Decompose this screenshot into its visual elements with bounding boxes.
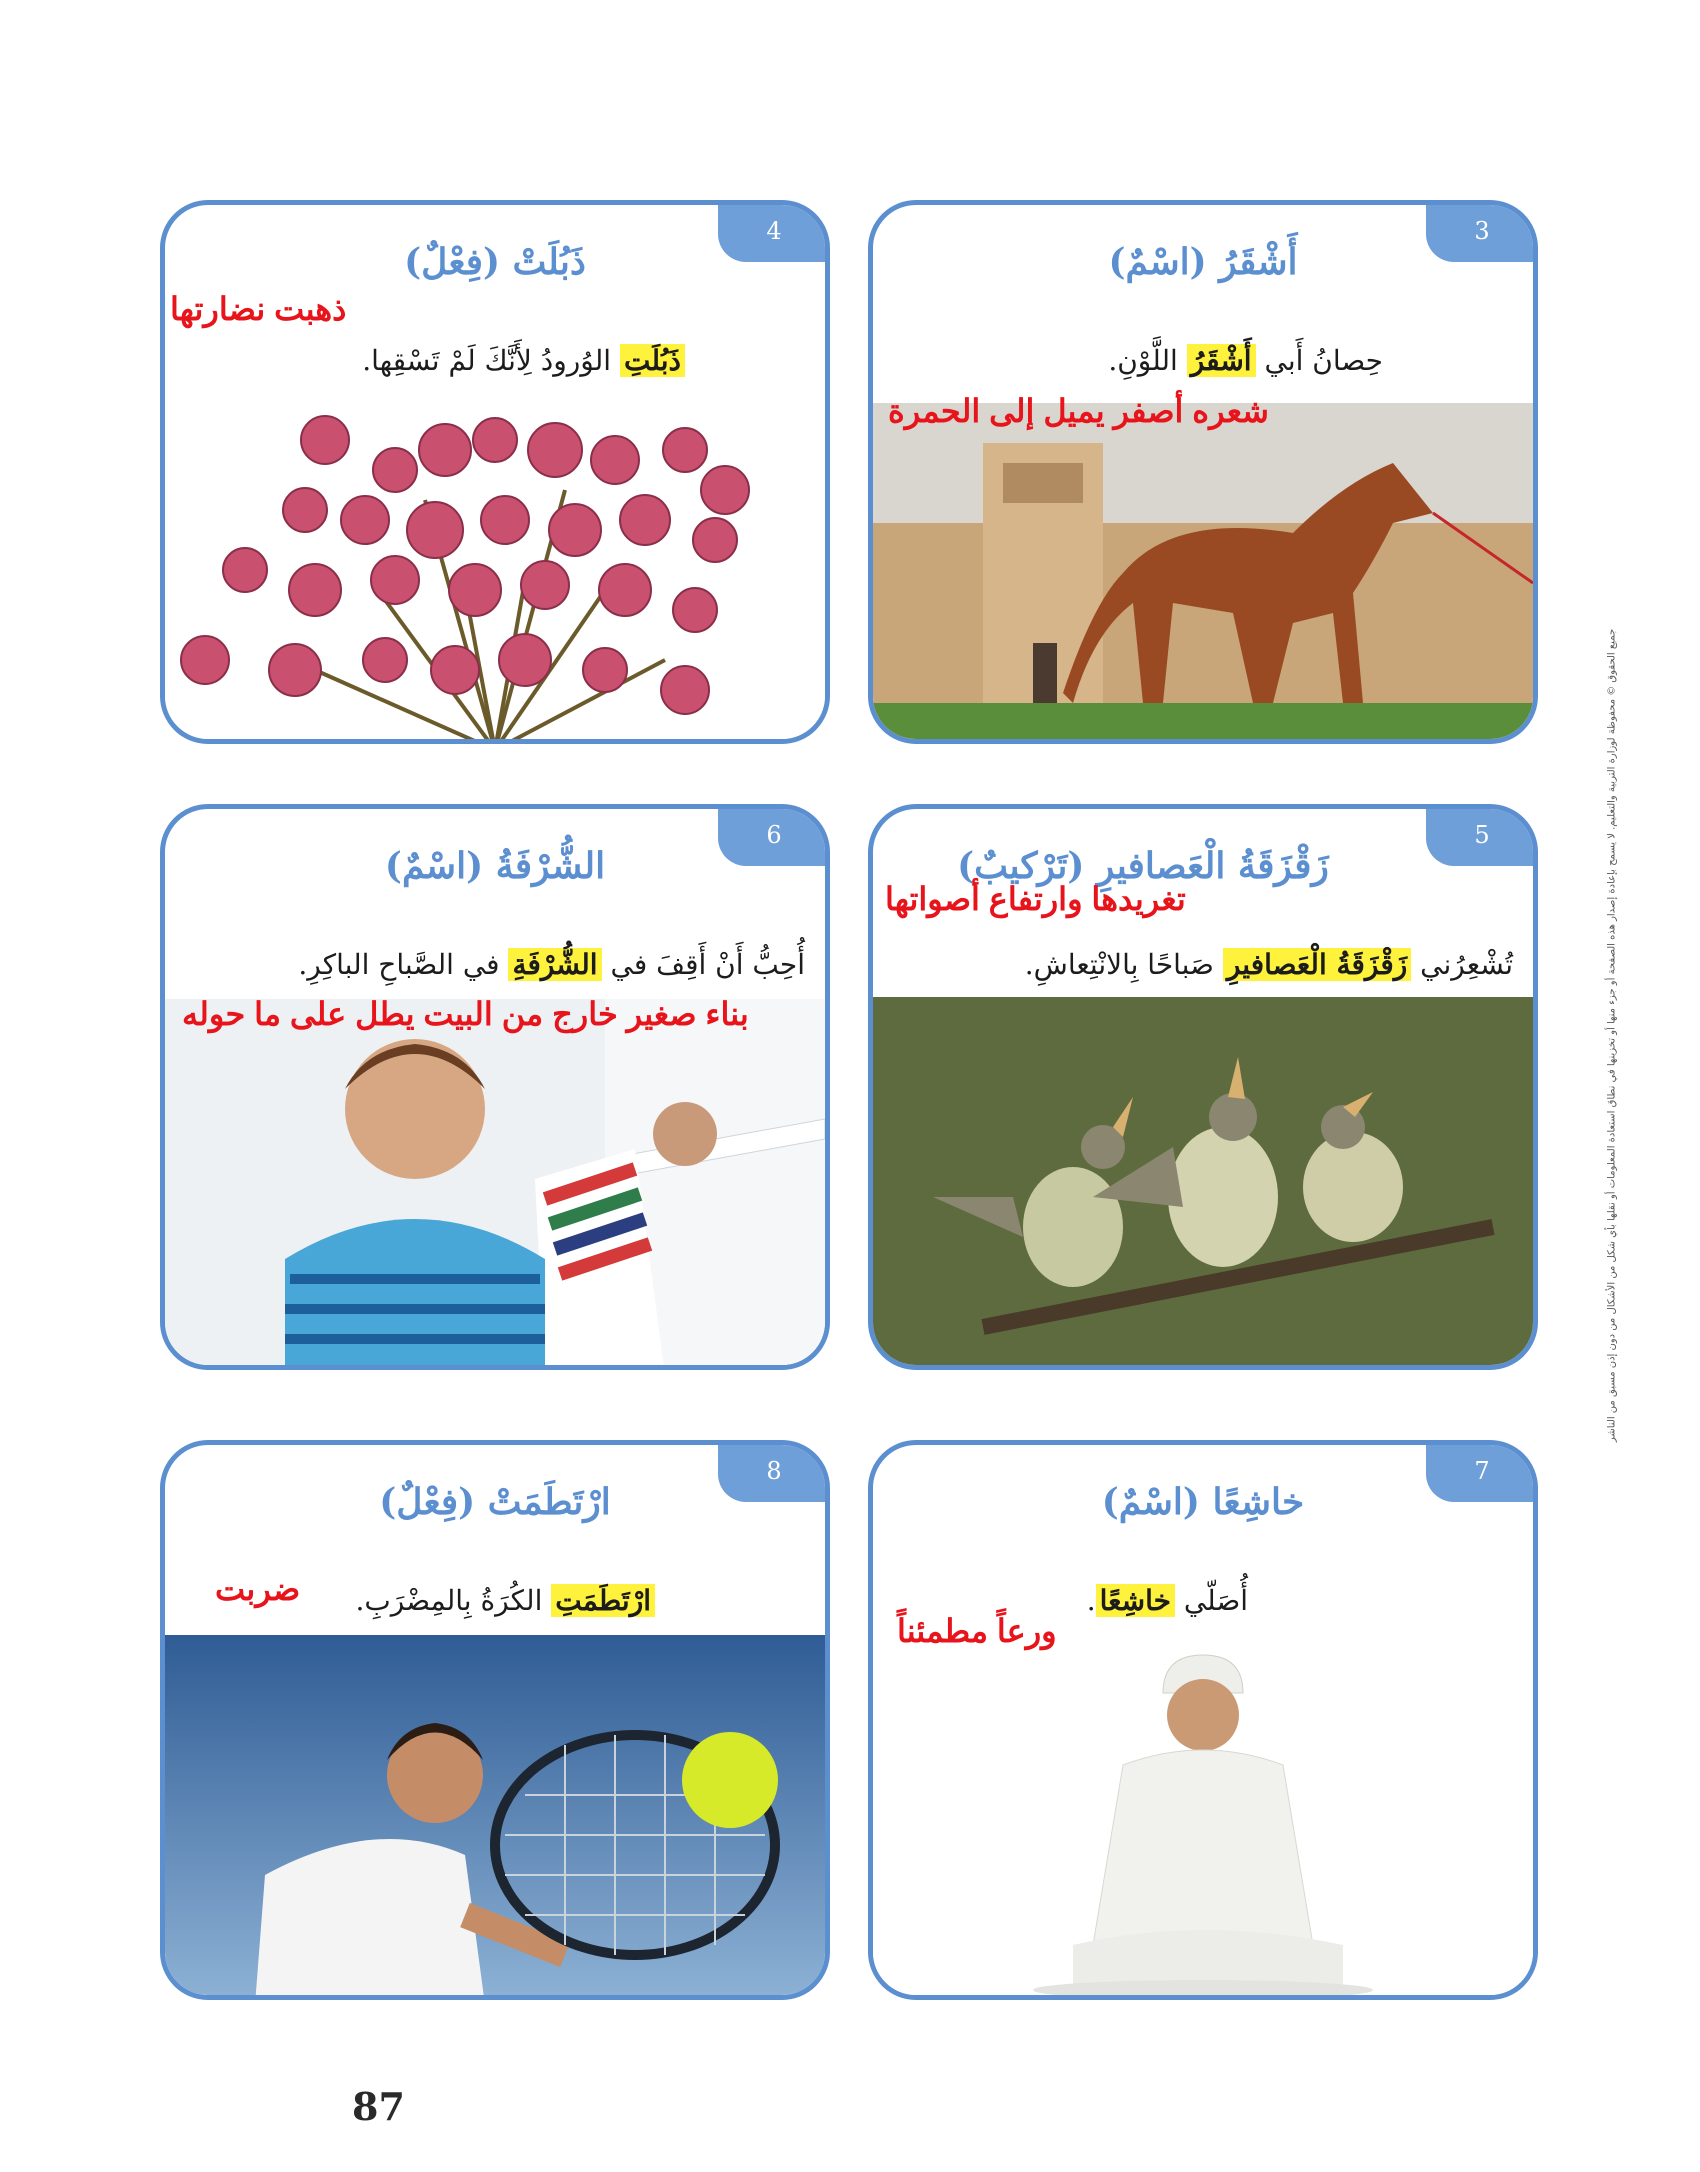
vocab-card-3 [868,200,1538,744]
vocab-card-6 [160,804,830,1370]
horse-illustration [873,403,1533,739]
dried-roses-illustration [165,410,825,739]
highlighted-word: خاشِعًا [1096,1584,1175,1617]
tennis-photo [165,1635,825,1995]
balcony-boys-illustration [165,999,825,1365]
note-card-7: ورعاً مطمئناً [897,1613,1057,1649]
card-number-badge: 6 [718,804,830,866]
balcony-boys-photo [165,999,825,1365]
card-sentence [185,339,685,383]
sentence-end: الكُرَةُ بِالمِضْرَبِ. [355,1584,552,1617]
card-number-badge: 4 [718,200,830,262]
highlighted-word: ذَبُلَتِ [620,344,685,377]
praying-boy-photo [873,1645,1533,1995]
sentence-start: تُشْعِرُني [1411,948,1513,981]
card-number-badge: 8 [718,1440,830,1502]
card-title: ارْتَطَمَتْ (فِعْلٌ) [379,1481,611,1523]
card-number-badge: 7 [1426,1440,1538,1502]
sentence-start: أُحِبُّ أَنْ أَقِفَ في [601,948,805,981]
praying-boy-illustration [873,1645,1533,1995]
sentence-end: . [1086,1584,1096,1617]
highlighted-word: الشُّرْفَةِ [508,948,601,981]
dried-roses-photo [165,410,825,739]
sentence-start: أُصَلّي [1174,1584,1248,1617]
card-sentence [893,943,1513,987]
card-title: زَقْزَقَةُ الْعَصافيرِ (تَرْكيبٌ) [957,845,1329,887]
copyright-side-text [1602,460,1624,1620]
birds-photo [873,997,1533,1365]
note-card-6: بناء صغير خارج من البيت يطل على ما حوله [182,996,749,1032]
card-sentence [893,339,1383,383]
vocab-card-4 [160,200,830,744]
note-card-8: ضربت [215,1571,301,1607]
note-card-4: ذهبت نضارتها [170,291,347,327]
sentence-end: في الصَّباحِ الباكِرِ. [298,948,509,981]
card-sentence [185,943,805,987]
vocab-card-7 [868,1440,1538,2000]
highlighted-word: زَقْزَقَةُ الْعَصافيرِ [1223,948,1411,981]
highlighted-word: أَشْقَرُ [1187,344,1256,377]
birds-illustration [873,997,1533,1365]
sentence-end: اللَّوْنِ. [1108,344,1187,377]
card-number-badge: 3 [1426,200,1538,262]
sentence-end: صَباحًا بِالانْتِعاشِ. [1024,948,1223,981]
card-title: ذَبُلَتْ (فِعْلٌ) [404,241,586,283]
highlighted-word: ارْتَطَمَتِ [551,1584,655,1617]
sentence-start: حِصانُ أَبي [1255,344,1383,377]
vocab-card-8 [160,1440,830,2000]
card-title: خاشِعًا (اسْمٌ) [1101,1481,1305,1523]
card-title: أَشْقَرُ (اسْمٌ) [1108,241,1298,283]
tennis-illustration [165,1635,825,1995]
horse-photo [873,403,1533,739]
note-card-3: شعره أصفر يميل إلى الحمرة [888,393,1269,429]
sentence-end: الوُرودُ لِأَنَّكَ لَمْ تَسْقِها. [362,344,620,377]
copyright-text: جميع الحقوق © محفوظة لوزارة التربية والتعليم. لا يسمح بإعادة إصدار هذه الصفحة أو جزء منها أو تخزينها في نطاق استعادة المعلومات أو نقلها بأي شكل من الأشكال من دون إذن مسبق من الناشر [1606,628,1618,1443]
page-number: 87 [352,2084,405,2129]
card-title: الشُّرْفَةُ (اسْمٌ) [384,845,606,887]
card-number-badge: 5 [1426,804,1538,866]
note-card-5: تغريدها وارتفاع أصواتها [885,881,1186,917]
